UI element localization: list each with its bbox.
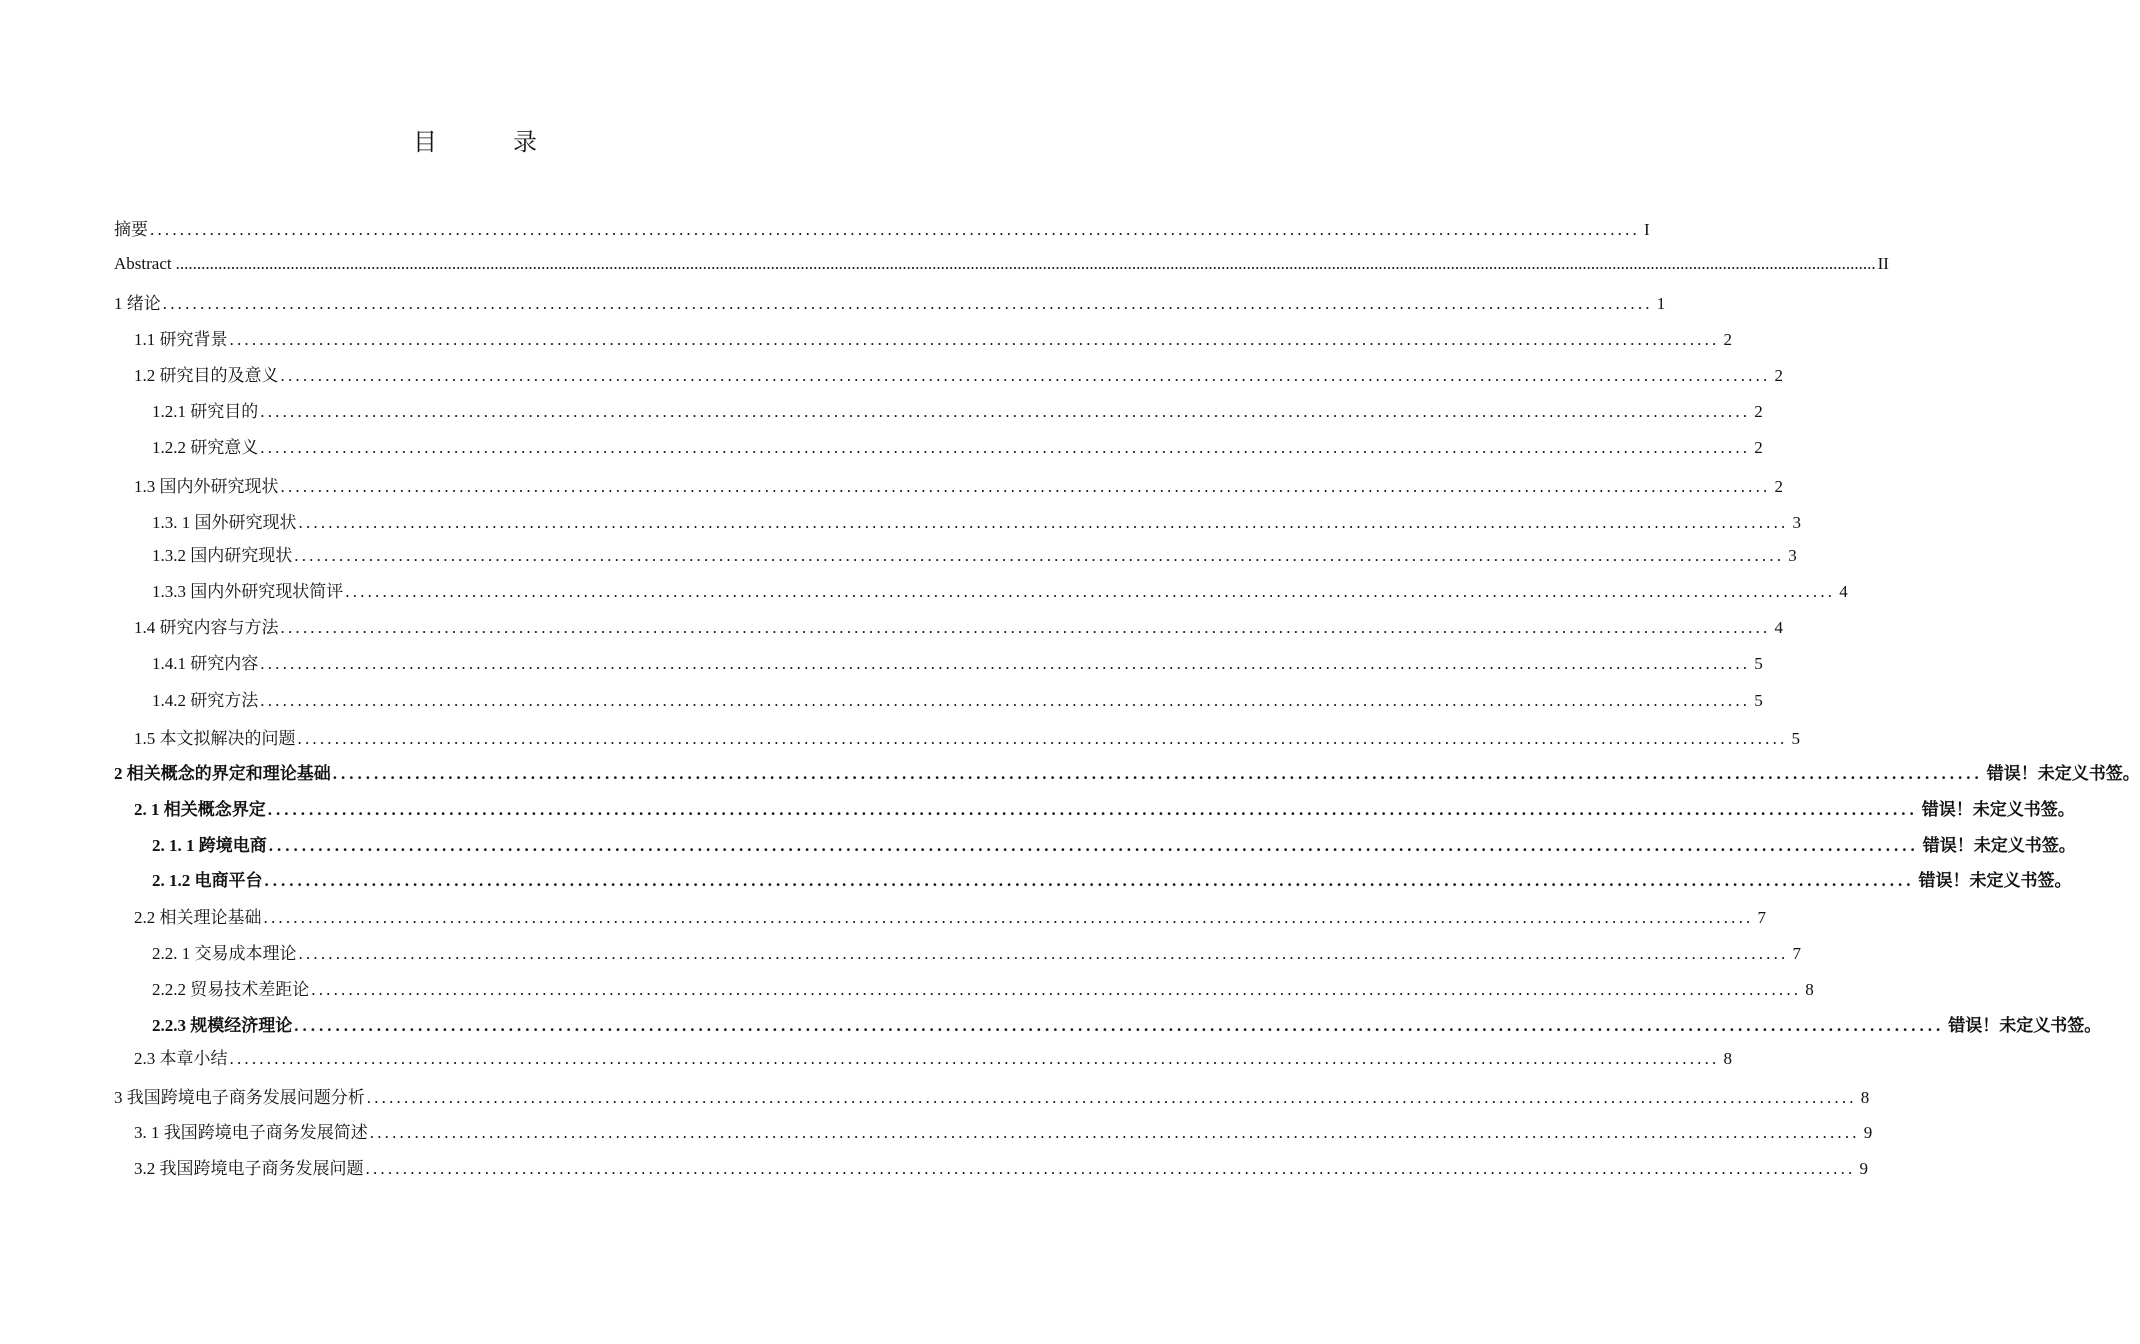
toc-leader-dots: ........................................................................................................................................................................................................ xyxy=(345,582,1836,601)
toc-entry[interactable] xyxy=(114,1083,1870,1107)
toc-entry[interactable] xyxy=(134,903,1766,927)
toc-entry[interactable] xyxy=(134,613,1783,637)
toc-entry-label: 1.3.2 国内研究现状 xyxy=(152,546,293,565)
toc-entry-label: 1.3 国内外研究现状 xyxy=(134,477,279,496)
toc-leader-dots: ........................................................................................................................................................................................................ xyxy=(298,513,1789,532)
toc-entry[interactable] xyxy=(152,831,2076,855)
toc-entry-page: 错误！未定义书签。 xyxy=(1918,871,2072,890)
toc-entry-label: 3 我国跨境电子商务发展问题分析 xyxy=(114,1088,365,1107)
toc-leader-dots: ........................................................................................................................................................................................................ xyxy=(280,618,1771,637)
toc-entry-page: 5 xyxy=(1754,654,1763,673)
toc-entry[interactable] xyxy=(134,361,1783,385)
toc-entry[interactable] xyxy=(152,975,1814,999)
toc-leader-dots: ........................................................................................................................................................................................................ xyxy=(260,438,1751,457)
toc-entry-label: 1.3.3 国内外研究现状简评 xyxy=(152,582,344,601)
toc-entry-page: 8 xyxy=(1860,1088,1870,1107)
toc-leader-dots: ................................................................................................................................................................................................................................................................................................................................................................................................................ xyxy=(175,254,1876,273)
toc-entry-label: 1.3. 1 国外研究现状 xyxy=(152,513,297,532)
toc-entry-page: I xyxy=(1644,220,1650,239)
toc-entry[interactable] xyxy=(134,1044,1732,1068)
toc-leader-dots: ........................................................................................................................................................................................................ xyxy=(263,908,1754,927)
toc-leader-dots: ........................................................................................................................................................................................................ xyxy=(260,402,1751,421)
toc-entry-label: 2.2. 1 交易成本理论 xyxy=(152,944,297,963)
toc-leader-dots: ........................................................................................................................................................................................................ xyxy=(280,477,1771,496)
toc-entry-label: 2 相关概念的界定和理论基础 xyxy=(114,764,331,783)
toc-entry-page: 2 xyxy=(1774,366,1783,385)
toc-entry-label: 2.3 本章小结 xyxy=(134,1049,228,1068)
toc-entry-page: 错误！未定义书签。 xyxy=(1921,800,2075,819)
toc-leader-dots: ........................................................................................................................................................................................................ xyxy=(369,1123,1860,1142)
toc-entry[interactable] xyxy=(134,724,1800,748)
toc-entry-label: 1.4.1 研究内容 xyxy=(152,654,259,673)
toc-leader-dots: ........................................................................................................................................................................................................ xyxy=(365,1159,1856,1178)
toc-entry-label: 1.2.1 研究目的 xyxy=(152,402,259,421)
toc-entry[interactable] xyxy=(134,1154,1868,1178)
toc-entry-label: 1.5 本文拟解决的问题 xyxy=(134,729,296,748)
toc-entry-label: 1 绪论 xyxy=(114,294,161,313)
toc-leader-dots: ........................................................................................................................................................................................................ xyxy=(150,220,1640,239)
toc-leader-dots: ........................................................................................................................................................................................................ xyxy=(311,980,1802,999)
toc-entry[interactable] xyxy=(152,577,1848,601)
toc-leader-dots: ........................................................................................................................................................................................................ xyxy=(297,729,1788,748)
toc-entry[interactable] xyxy=(152,541,1797,565)
toc-entry[interactable] xyxy=(152,1011,2102,1035)
toc-entry[interactable] xyxy=(152,433,1763,457)
toc-leader-dots: ........................................................................................................................................................................................................ xyxy=(294,546,1785,565)
toc-entry-label: 3. 1 我国跨境电子商务发展简述 xyxy=(134,1123,368,1142)
toc-entry-label: 2. 1. 1 跨境电商 xyxy=(152,836,267,855)
toc-entry[interactable] xyxy=(114,289,1666,313)
toc-entry-page: II xyxy=(1877,254,1889,273)
toc-leader-dots: ........................................................................................................................................................................................................ xyxy=(298,944,1789,963)
toc-entry-page: 2 xyxy=(1754,402,1763,421)
toc-entry-page: 4 xyxy=(1774,618,1783,637)
toc-entry-page: 3 xyxy=(1788,546,1797,565)
toc-leader-dots: ........................................................................................................................................................................................................ xyxy=(229,330,1720,349)
toc-leader-dots: ........................................................................................................................................................................................................ xyxy=(268,836,1919,855)
toc-entry-label: 1.4.2 研究方法 xyxy=(152,691,259,710)
toc-entry-label: Abstract xyxy=(114,254,172,273)
toc-leader-dots: ........................................................................................................................................................................................................ xyxy=(260,654,1751,673)
toc-entry-page: 错误！未定义书签。 xyxy=(1922,836,2076,855)
toc-entry-page: 9 xyxy=(1859,1159,1868,1178)
toc-entry[interactable] xyxy=(134,472,1783,496)
toc-entry-label: 3.2 我国跨境电子商务发展问题 xyxy=(134,1159,364,1178)
toc-leader-dots: ........................................................................................................................................................................................................ xyxy=(294,1016,1945,1035)
toc-leader-dots: ........................................................................................................................................................................................................ xyxy=(332,764,1983,783)
toc-entry-page: 7 xyxy=(1757,908,1766,927)
toc-entry[interactable] xyxy=(152,939,1801,963)
toc-entry-label: 2. 1.2 电商平台 xyxy=(152,871,263,890)
toc-entry[interactable] xyxy=(152,397,1763,421)
toc-entry-page: 2 xyxy=(1723,330,1732,349)
toc-entry-page: 8 xyxy=(1805,980,1814,999)
toc-entry-page: 2 xyxy=(1774,477,1783,496)
toc-leader-dots: ........................................................................................................................................................................................................ xyxy=(162,294,1653,313)
toc-entry[interactable] xyxy=(114,215,1650,239)
toc-leader-dots: ........................................................................................................................................................................................................ xyxy=(280,366,1771,385)
toc-entry-label: 1.4 研究内容与方法 xyxy=(134,618,279,637)
toc-entry-page: 8 xyxy=(1723,1049,1732,1068)
toc-entry[interactable] xyxy=(114,254,1889,278)
toc-entry-page: 错误！未定义书签。 xyxy=(1986,764,2140,783)
toc-leader-dots: ........................................................................................................................................................................................................ xyxy=(260,691,1751,710)
toc-entry-page: 3 xyxy=(1792,513,1801,532)
toc-entry-label: 2.2 相关理论基础 xyxy=(134,908,262,927)
toc-entry-page: 5 xyxy=(1791,729,1800,748)
toc-entry[interactable] xyxy=(134,1118,1873,1142)
toc-entry[interactable] xyxy=(152,686,1763,710)
toc-entry-page: 1 xyxy=(1656,294,1666,313)
toc-entry-page: 4 xyxy=(1839,582,1848,601)
toc-leader-dots: ........................................................................................................................................................................................................ xyxy=(264,871,1915,890)
toc-entry[interactable] xyxy=(114,759,2140,783)
toc-entry-page: 2 xyxy=(1754,438,1763,457)
toc-leader-dots: ........................................................................................................................................................................................................ xyxy=(267,800,1918,819)
toc-entry-label: 2. 1 相关概念界定 xyxy=(134,800,266,819)
toc-entry-page: 5 xyxy=(1754,691,1763,710)
toc-entry-page: 错误！未定义书签。 xyxy=(1948,1016,2102,1035)
toc-entry[interactable] xyxy=(152,649,1763,673)
toc-entry[interactable] xyxy=(134,325,1732,349)
toc-entry-label: 1.1 研究背景 xyxy=(134,330,228,349)
toc-entry-page: 7 xyxy=(1792,944,1801,963)
toc-leader-dots: ........................................................................................................................................................................................................ xyxy=(366,1088,1857,1107)
toc-title: 目 录 xyxy=(413,130,563,156)
toc-entry-page: 9 xyxy=(1863,1123,1873,1142)
toc-entry[interactable] xyxy=(152,508,1801,532)
toc-entry[interactable] xyxy=(134,795,2075,819)
toc-entry-label: 2.2.2 贸易技术差距论 xyxy=(152,980,310,999)
toc-entry[interactable] xyxy=(152,866,2072,890)
toc-entry-label: 摘要 xyxy=(114,220,148,239)
toc-entry-label: 1.2.2 研究意义 xyxy=(152,438,259,457)
toc-entry-label: 2.2.3 规模经济理论 xyxy=(152,1016,293,1035)
toc-entry-label: 1.2 研究目的及意义 xyxy=(134,366,279,385)
toc-leader-dots: ........................................................................................................................................................................................................ xyxy=(229,1049,1720,1068)
